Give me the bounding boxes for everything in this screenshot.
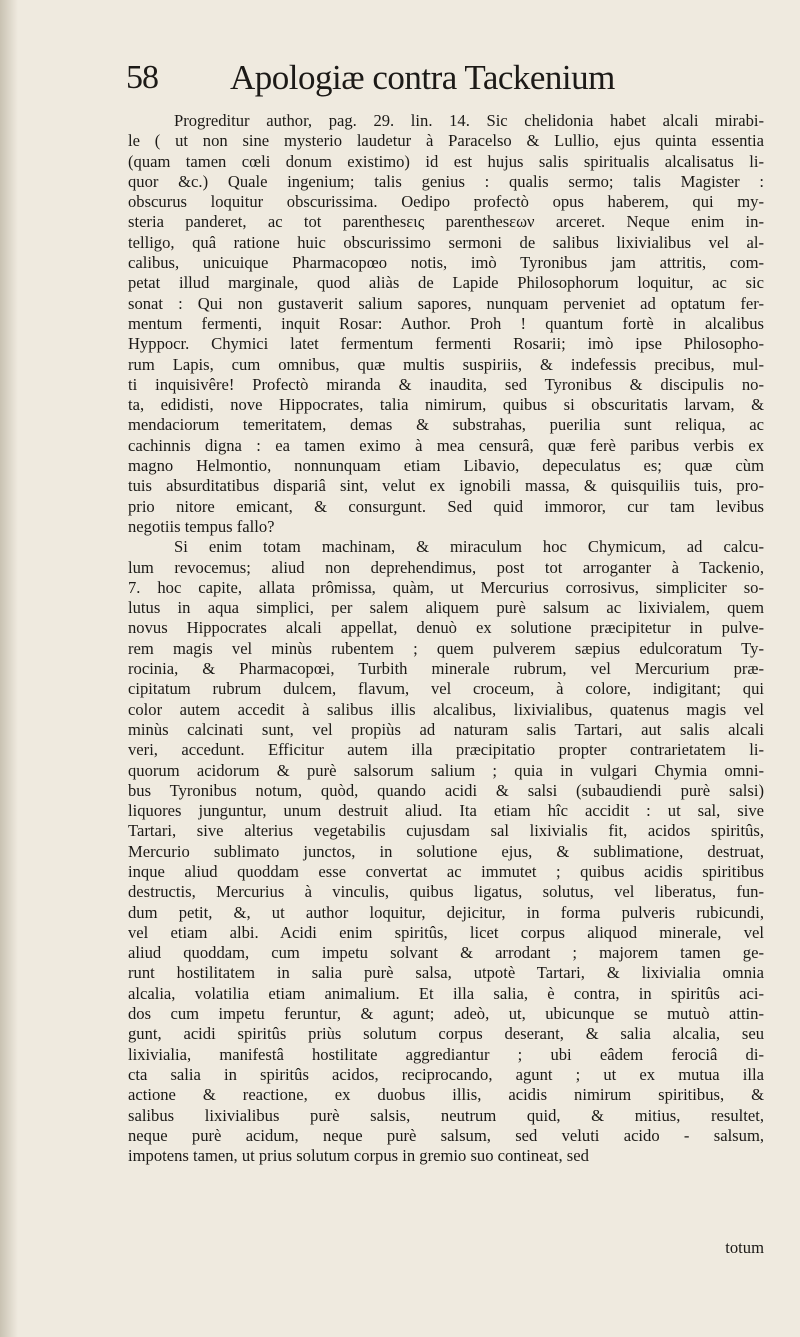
text-line: veri, accedunt. Efficitur autem illa præcipitatio propter contrarietatem li- xyxy=(128,740,764,760)
text-line: Mercurio sublimato junctos, in solutione ejus, & sublimatione, destruat, xyxy=(128,841,764,861)
text-line: mentum fermenti, inquit Rosar: Author. Proh ! quantum fortè in alcalibus xyxy=(128,313,764,333)
text-line: lixivialia, manifestâ hostilitate aggrediantur ; ubi eâdem ferociâ di- xyxy=(128,1044,764,1064)
text-line: quorum acidorum & purè salsorum salium ; quia in vulgari Chymia omni- xyxy=(128,760,764,780)
text-line: destructis, Mercurius à vinculis, quibus ligatus, solutus, vel liberatus, fun- xyxy=(128,882,764,902)
page-header xyxy=(126,56,740,100)
page-gutter-shadow xyxy=(0,0,18,1337)
text-line: cta salia in spiritûs acidos, reciprocando, agunt ; ut ex mutua illa xyxy=(128,1064,764,1084)
text-line: cipitatum rubrum dulcem, flavum, vel croceum, à colore, indigitant; qui xyxy=(128,679,764,699)
text-line: lum revocemus; aliud non deprehendimus, post tot arroganter à Tackenio, xyxy=(128,557,764,577)
text-line: gunt, acidi spiritûs priùs solutum corpus deserant, & salia alcalia, seu xyxy=(128,1024,764,1044)
running-title: Apologiæ contra Tackenium xyxy=(230,58,615,97)
text-line: Hyppocr. Chymici latet fermentum fermenti Rosarii; imò ipse Philosopho- xyxy=(128,334,764,354)
page-number: 58 xyxy=(126,59,158,96)
text-line: (quam tamen cœli donum existimo) id est hujus salis spiritualis alcalisatus li- xyxy=(128,151,764,171)
text-line: Progreditur author, pag. 29. lin. 14. Sic chelidonia habet alcali mirabi- xyxy=(174,111,764,130)
text-line: rum Lapis, cum omnibus, quæ multis suspiriis, & indefessis precibus, mul- xyxy=(128,354,764,374)
text-line: ti inquisivêre! Profectò miranda & inaudita, sed Tyronibus & discipulis no- xyxy=(128,374,764,394)
text-line: Tartari, sive alterius vegetabilis cujusdam sal lixivialis fit, acidos spiritûs, xyxy=(128,821,764,841)
text-line: le ( ut non sine mysterio laudetur à Paracelso & Lullio, ejus quinta essentia xyxy=(128,131,764,151)
text-line: rocinia, & Pharmacopœi, Turbith minerale rubrum, vel Mercurium præ- xyxy=(128,659,764,679)
paragraph xyxy=(128,111,764,537)
text-line: mendaciorum temeritatem, demas & substrahas, puerilia sunt reliqua, ac xyxy=(128,415,764,435)
text-line: runt hostilitatem in salia purè salsa, utpotè Tartari, & lixivialia omnia xyxy=(128,963,764,983)
text-line: petat illud marginale, quod aliàs de Lapide Philosophorum loquitur, ac sic xyxy=(128,273,764,293)
text-line: tuis absurditatibus dispariâ sint, velut ex ignobili massa, & quisquiliis tuis, pro- xyxy=(128,476,764,496)
text-line: steria panderet, ac tot parenthesεις parenthesεων arceret. Neque enim in- xyxy=(128,212,764,232)
text-line: minùs calcinati sunt, vel propiùs ad naturam salis Tartari, aut salis alcali xyxy=(128,719,764,739)
text-line: sonat : Qui non gustaverit salium sapores, nunquam perveniet ad optatum fer- xyxy=(128,293,764,313)
text-line: lutus in aqua simplici, per salem aliquem purè salsum ac lixivialem, quem xyxy=(128,598,764,618)
text-line: obscurus loquitur obscurissima. Oedipo profectò opus haberem, qui my- xyxy=(128,192,764,212)
text-line: cachinnis digna : ea tamen eximo à mea censurâ, quæ ferè paribus verbis ex xyxy=(128,435,764,455)
text-line: alcalia, volatilia etiam animalium. Et illa salia, è contra, in spiritûs aci- xyxy=(128,983,764,1003)
text-line: negotiis tempus fallo? xyxy=(128,516,275,536)
text-line: vel etiam albi. Acidi enim spiritûs, licet corpus aliquod minerale, vel xyxy=(128,922,764,942)
text-line: novus Hippocrates alcali appellat, denuò ex solutione præcipitetur in pulve- xyxy=(128,618,764,638)
body-text xyxy=(128,111,764,1166)
paragraph xyxy=(128,537,764,1166)
text-line: Si enim totam machinam, & miraculum hoc Chymicum, ad calcu- xyxy=(174,537,764,557)
text-line: quor &c.) Quale ingenium; talis genius : qualis sermo; talis Magister : xyxy=(128,171,764,191)
text-line: neque purè acidum, neque purè salsum, sed veluti acido - salsum, xyxy=(128,1125,764,1145)
catchword: totum xyxy=(725,1238,764,1257)
text-line: prio nitore emicant, & consurgunt. Sed quid immoror, cur tam levibus xyxy=(128,496,764,516)
text-line: calibus, unicuique Pharmacopœo notis, imò Tyronibus jam attritis, com- xyxy=(128,253,764,273)
text-line: telligo, quâ ratione huic obscurissimo sermoni de salibus lixivialibus vel al- xyxy=(128,232,764,252)
text-line: bus Tyronibus notum, quòd, quando acidi & salsi (subaudiendi purè salsi) xyxy=(128,780,764,800)
text-line: ta, edidisti, nove Hippocrates, talia nimirum, quibus si obscuritatis larvam, & xyxy=(128,395,764,415)
text-line: dum petit, &, ut author loquitur, dejicitur, in forma pulveris rubicundi, xyxy=(128,902,764,922)
text-line: actione & reactione, ex duobus illis, acidis nimirum spiritibus, & xyxy=(128,1085,764,1105)
text-line: inque aliud quoddam esse convertat ac immutet ; quibus acidis spiritibus xyxy=(128,861,764,881)
text-line: 7. hoc capite, allata prômissa, quàm, ut Mercurius corrosivus, simpliciter so- xyxy=(128,577,764,597)
text-line: salibus lixivialibus purè salsis, neutrum quid, & mitius, resultet, xyxy=(128,1105,764,1125)
text-line: aliud quoddam, cum impetu solvant & arrodant ; majorem tamen ge- xyxy=(128,943,764,963)
text-line: color autem accedit à salibus illis alcalibus, lixivialibus, quatenus magis vel xyxy=(128,699,764,719)
text-line: dos cum impetu feruntur, & agunt; adeò, ut, ubicunque se mutuò attin- xyxy=(128,1004,764,1024)
text-line: magno Helmontio, nonnunquam etiam Libavio, depeculatus es; quæ cùm xyxy=(128,456,764,476)
text-line: impotens tamen, ut prius solutum corpus in gremio suo contineat, sed xyxy=(128,1146,589,1166)
text-line: liquores junguntur, unum destruit aliud. Ita etiam hîc accidit : ut sal, sive xyxy=(128,801,764,821)
text-line: rem magis vel minùs rubentem ; quem pulverem sæpius edulcoratum Ty- xyxy=(128,638,764,658)
